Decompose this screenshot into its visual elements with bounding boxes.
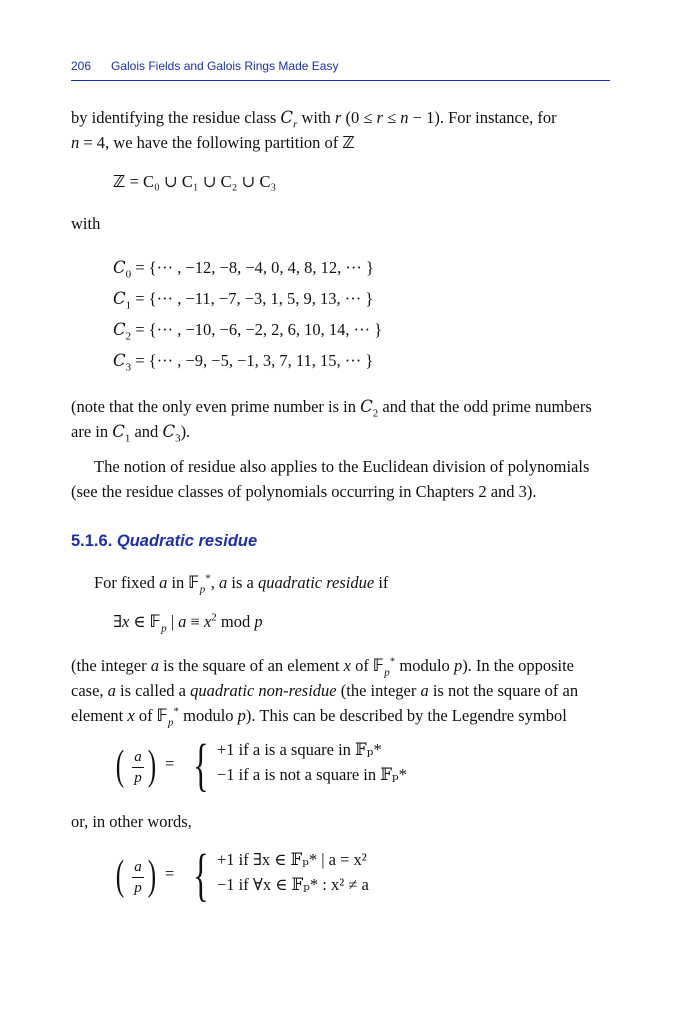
or-in-other-words: or, in other words, — [71, 812, 192, 831]
page-number: 206 — [71, 59, 92, 73]
left-paren: ( — [115, 853, 125, 899]
right-paren: ) — [147, 853, 157, 899]
left-brace: { — [193, 732, 209, 797]
legendre-definition-2: ( a p ) = { +1 if ∃x ∈ 𝔽ₚ* | a = x² −1 if ∀x ∈ 𝔽ₚ* : x² ≠ a — [115, 842, 369, 907]
paragraph-note: (note that the only even prime number is in $C_2$ and that the odd prime numbers are in $C_1$ and $C_3$). — [71, 397, 592, 445]
partition-equation: ℤ = C₀ ∪ C₁ ∪ C₂ ∪ C₃ — [113, 172, 277, 191]
paragraph-integer: (the integer a is the square of an element x of 𝔽$_p$* modulo p). In the opposite case, a is called a quadratic non-residue (the integer a is not the square of an element x of 𝔽$_p$* modulo p). This can be described by the Legendre symbol — [71, 655, 579, 729]
legendre-fraction: a p — [131, 858, 145, 897]
class-c0: $C_0$ = {··· , −12, −8, −4, 0, 4, 8, 12, ··· } — [113, 258, 374, 281]
right-paren: ) — [147, 743, 157, 789]
paragraph-notion: The notion of residue also applies to the Euclidean division of polynomials (see the residue classes of polynomials occurring in Chapters 2 and 3). — [71, 457, 590, 501]
class-c1: $C_1$ = {··· , −11, −7, −3, 1, 5, 9, 13, ··· } — [113, 289, 374, 312]
paragraph-residue-class: by identifying the residue class $C_r$ with r (0 ≤ r ≤ n − 1). For instance, for n = 4, we have the following partition of ℤ — [71, 108, 557, 152]
with-label: with — [71, 214, 101, 233]
qr-formula: ∃x ∈ 𝔽$_p$ | $a \equiv x^2$ mod p — [113, 611, 263, 635]
left-paren: ( — [115, 743, 125, 789]
legendre-definition-1: ( a p ) = { +1 if a is a square in 𝔽ₚ* −1 if a is not a square in 𝔽ₚ* — [115, 732, 407, 797]
legendre-fraction: a p — [131, 748, 145, 787]
running-header — [71, 59, 610, 81]
section-heading: 5.1.6. Quadratic residue — [71, 532, 258, 550]
class-c2: $C_2$ = {··· , −10, −6, −2, 2, 6, 10, 14, ··· } — [113, 320, 383, 343]
class-c3: $C_3$ = {··· , −9, −5, −1, 3, 7, 11, 15, ··· } — [113, 351, 374, 374]
left-brace: { — [193, 842, 209, 907]
paragraph-qr-definition: For fixed a in 𝔽$_p$*, a is a quadratic residue if — [94, 572, 389, 596]
running-title: Galois Fields and Galois Rings Made Easy — [111, 59, 339, 73]
